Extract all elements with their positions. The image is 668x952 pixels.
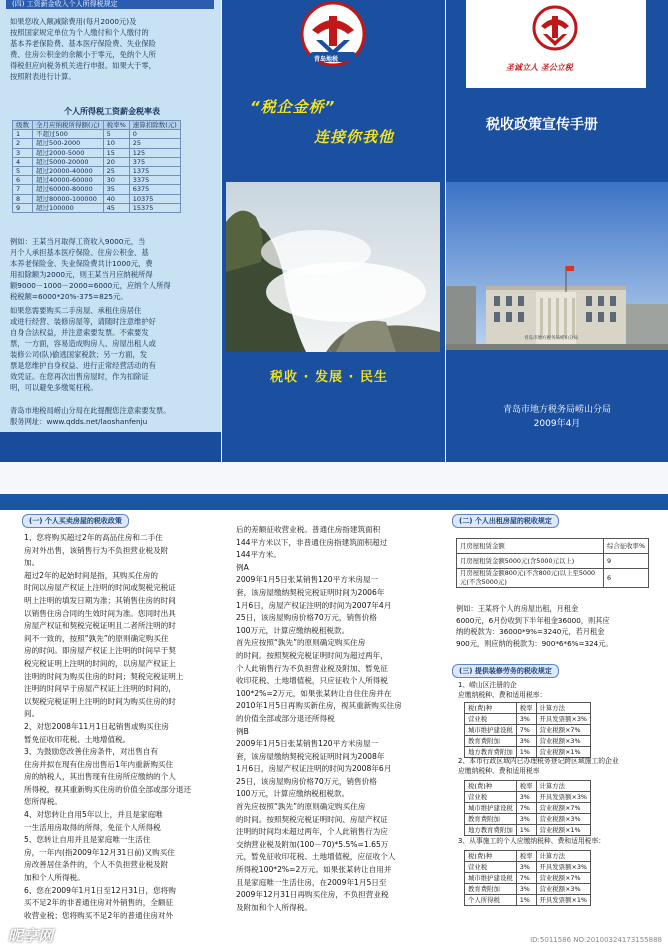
table-cell: 超过40000-60000 bbox=[33, 176, 104, 185]
table-cell: 30 bbox=[103, 176, 129, 185]
table-cell: 1 bbox=[13, 130, 33, 139]
table-row bbox=[13, 130, 181, 139]
table-header-cell: 税(费)种 bbox=[465, 781, 517, 792]
decoration-table-1 bbox=[464, 702, 591, 758]
slogan-line-1: “税企金桥” bbox=[250, 98, 336, 116]
watermark-logo: 昵享网 bbox=[8, 927, 54, 945]
table-cell: 地方教育费附加 bbox=[465, 825, 517, 836]
paragraph-line: 3、为鼓励您改善住房条件，对出售自有 bbox=[24, 747, 158, 757]
table-cell: 超过5000-20000 bbox=[33, 157, 104, 166]
intro-line: 按照附表进行计算。 bbox=[10, 72, 76, 81]
table-cell: 1375 bbox=[129, 166, 180, 175]
section-header-rent: (二) 个人出租房屋的税收规定 bbox=[452, 514, 559, 528]
table-cell: 教育费附加 bbox=[465, 884, 517, 895]
table-row bbox=[13, 185, 181, 194]
example-line: 用扣除额为2000元，则王某当月应纳税所得 bbox=[10, 270, 153, 279]
table-cell: 25 bbox=[129, 139, 180, 148]
intro-line: 按照国家规定单位为个人缴付和个人缴付的 bbox=[10, 28, 149, 37]
paragraph-line: 4、对您转让自用5年以上，并且是家庭唯 bbox=[24, 810, 163, 820]
table-cell: 开具发票额×3% bbox=[536, 714, 590, 725]
table-row bbox=[465, 825, 591, 836]
table-cell: 3% bbox=[516, 792, 536, 803]
paragraph-line: 25日，该房屋购房价格70万元，销售价格 bbox=[236, 776, 377, 786]
paragraph-line: 2009年12月31日再购买住房，不负担营业税 bbox=[236, 890, 389, 900]
intro-line: 费、住房公积金的余额小于零元，免纳个人所 bbox=[10, 50, 156, 59]
advice-line: 装修公司(队)偷逃国家税款；另一方面，发 bbox=[10, 350, 148, 359]
table-cell: 5 bbox=[13, 166, 33, 175]
table-cell: 7% bbox=[516, 725, 536, 736]
table-cell: 超过100000 bbox=[33, 203, 104, 212]
table-header-cell: 税率% bbox=[103, 121, 129, 130]
paragraph-line: 1月6日，房屋产权证注明的时间为2007年4月 bbox=[236, 600, 392, 610]
advice-line: 如果您需要购买二手房屋、承租住房居住 bbox=[10, 306, 142, 315]
watermark-id: ID:5011586 NO:20100324173155888 bbox=[530, 936, 662, 944]
tax-emblem-icon bbox=[529, 4, 581, 52]
item-line: 1、崂山区注册的企 bbox=[458, 681, 517, 689]
table-cell: 10 bbox=[103, 139, 129, 148]
decoration-table-3 bbox=[464, 850, 591, 906]
paragraph-line: 加和个人所得税。 bbox=[24, 873, 85, 883]
paragraph-line: 明上注明的填发日期为准；其销售住房的时间 bbox=[24, 595, 176, 605]
table-row bbox=[13, 139, 181, 148]
table-header-cell: 级数 bbox=[13, 121, 33, 130]
table-cell: 城市维护建设税 bbox=[465, 725, 517, 736]
rent-tax-table bbox=[456, 538, 649, 588]
paragraph-line: 2010年1月5日再购买新住房，视其重新购买住房 bbox=[236, 701, 402, 711]
table-header-cell: 税率 bbox=[516, 781, 536, 792]
paragraph-line: 及附加和个人所得税。 bbox=[236, 902, 312, 912]
table-cell: 个人所得税 bbox=[465, 895, 517, 906]
column-buy-sell bbox=[0, 510, 233, 952]
table-cell: 3375 bbox=[129, 176, 180, 185]
table-row bbox=[457, 554, 649, 569]
mountain-photo bbox=[226, 182, 440, 352]
table-cell: 3% bbox=[516, 862, 536, 873]
table-row bbox=[465, 792, 591, 803]
paragraph-line: 25日，该房屋购房价格70万元，销售价格 bbox=[236, 613, 377, 623]
section-header-buy-sell: (一) 个人买卖房屋的税收政策 bbox=[22, 514, 129, 528]
table-cell: 40 bbox=[103, 194, 129, 203]
table-cell: 3% bbox=[516, 736, 536, 747]
table-header-cell: 计算方法 bbox=[536, 703, 590, 714]
paragraph-line: 的价值全部或部分退还所得税 bbox=[236, 713, 335, 723]
paragraph-line: 间。 bbox=[24, 709, 40, 719]
paragraph-line: 2009年1月5日张某销售120平方米房屋一 bbox=[236, 739, 379, 749]
table-cell: 0 bbox=[129, 130, 180, 139]
top-bar bbox=[0, 494, 668, 510]
paragraph-line: 后的差额征收营业税。普通住房指建筑面积 bbox=[236, 525, 381, 534]
paragraph-line: 100万元，计算应缴纳税租税款。 bbox=[236, 625, 350, 635]
table-cell: 7% bbox=[516, 803, 536, 814]
advice-line: 票，一方面，容易造成购房人、房屋出租人或 bbox=[10, 339, 156, 348]
publish-date: 2009年4月 bbox=[533, 419, 581, 429]
paragraph-line: 房的时间。即房屋产权证上注明的时间早于契 bbox=[24, 646, 176, 656]
table-cell: 20 bbox=[103, 157, 129, 166]
decoration-item-3: 3、从事施工的个人应缴纳税种、费和适用税率： bbox=[458, 837, 606, 845]
example-line: 例如：王某当月取得工资收入9000元，当 bbox=[10, 237, 146, 246]
panel-income-tax bbox=[0, 0, 221, 462]
table-row bbox=[465, 814, 591, 825]
table-header-cell: 综合征收率% bbox=[604, 539, 649, 554]
decoration-table-2 bbox=[464, 780, 591, 836]
table-cell: 3% bbox=[516, 714, 536, 725]
table-cell: 6 bbox=[13, 176, 33, 185]
table-cell: 不超过500 bbox=[33, 130, 104, 139]
table-row bbox=[465, 803, 591, 814]
column-rent-decor bbox=[448, 510, 668, 952]
table-cell: 3% bbox=[516, 884, 536, 895]
column-examples bbox=[236, 510, 438, 952]
bottom-band bbox=[0, 432, 221, 462]
panel-cover-right bbox=[446, 0, 668, 462]
section-tab: (四) 工资薪金收入个人所得税规定 bbox=[6, 0, 214, 9]
paragraph-line: 交纳营业税及附加(100－70)*5.5%=1.65万 bbox=[236, 839, 389, 849]
table-cell: 营业税 bbox=[465, 862, 517, 873]
item-line: 2、本市行政区域内已办理税务登记跨区域施工的企业 bbox=[458, 757, 619, 765]
paragraph-line: 100*2%=2万元，如果张某转让自住住房并在 bbox=[236, 688, 392, 698]
table-cell: 15 bbox=[103, 148, 129, 157]
paragraph-line: 的时间。按照契税完税证明时间、房屋产权证 bbox=[236, 814, 388, 824]
paragraph-line: 144平方米。 bbox=[236, 550, 281, 560]
table-cell: 1% bbox=[516, 825, 536, 836]
table-cell: 超过80000-100000 bbox=[33, 194, 104, 203]
rent-example-line: 纳的税款为：36000*9%=3240元，若月租金 bbox=[456, 627, 605, 636]
paragraph-line: 注明的时间早于房屋产权证上注明的时间的， bbox=[24, 684, 176, 694]
paragraph-line: 6、您在2009年1月1日至12月31日，您将购 bbox=[24, 885, 176, 895]
advice-line: 自身合法权益，并注意索要发票。不索要发 bbox=[10, 328, 149, 337]
paragraph-line: 暂免征收印花税、土地增值税。 bbox=[24, 734, 131, 744]
motto-banner: 税收 · 发展 · 民生 bbox=[270, 370, 388, 385]
paragraph-line: 例A bbox=[236, 562, 249, 572]
example-line: 月个人承担基本医疗保险、住房公积金、基 bbox=[10, 248, 149, 257]
table-row bbox=[465, 725, 591, 736]
table-cell: 开具发票额×3% bbox=[536, 792, 590, 803]
advice-text bbox=[10, 305, 216, 393]
rent-example-text bbox=[456, 603, 664, 649]
rent-example-line: 6000元，6月份收到下半年租金36000，则其应 bbox=[456, 615, 610, 625]
table-cell: 超过60000-80000 bbox=[33, 185, 104, 194]
paragraph-line: 所得税，视其重新购买住房的价值全部或部分退还 bbox=[24, 784, 192, 794]
paragraph-line: 房屋产权证和契税完税证明且二者所注明的时 bbox=[24, 621, 176, 631]
example-text bbox=[10, 236, 216, 302]
table-header-cell: 税(费)种 bbox=[465, 851, 517, 862]
table-cell: 教育费附加 bbox=[465, 814, 517, 825]
intro-line: 如果您收入额减除费用(每月2000元)及 bbox=[10, 17, 137, 26]
table-row bbox=[465, 714, 591, 725]
decoration-item-2 bbox=[458, 756, 619, 776]
paragraph-line: 1、您将购买超过2年的高品住房和二手住 bbox=[24, 533, 163, 542]
table-header-row bbox=[457, 539, 649, 554]
table-row bbox=[13, 166, 181, 175]
table-cell: 35 bbox=[103, 185, 129, 194]
table-cell: 营业税 bbox=[465, 714, 517, 725]
table-cell: 45 bbox=[103, 203, 129, 212]
paragraph-line: 首先应按照“孰先”的原则确定购买住房 bbox=[236, 802, 366, 812]
advice-line: 或进行经营、装修房屋等，请随时注意维护好 bbox=[10, 317, 156, 326]
paragraph-line: 房对外出售，该销售行为不负担营业税及附 bbox=[24, 545, 169, 555]
table-cell: 城市维护建设税 bbox=[465, 873, 517, 884]
tax-rate-table bbox=[12, 120, 181, 213]
paragraph-line: 100万元，计算应缴纳税租税款。 bbox=[236, 789, 350, 799]
table-cell: 4 bbox=[13, 157, 33, 166]
table-row bbox=[13, 148, 181, 157]
table-cell: 营业税额×7% bbox=[536, 803, 590, 814]
table-header-cell: 税率 bbox=[516, 851, 536, 862]
table-row bbox=[13, 176, 181, 185]
table-cell: 营业税 bbox=[465, 792, 517, 803]
logo-text: 青岛地税 bbox=[314, 56, 339, 63]
table-cell: 月房屋租赁金额800元(不含800元)以上至5000元(不含5000元) bbox=[457, 569, 604, 588]
table-cell: 营业税额×7% bbox=[536, 873, 590, 884]
item-line: 应缴纳税种、费和适用税率： bbox=[458, 691, 547, 699]
paragraph-line: 您所得税。 bbox=[24, 797, 62, 807]
table-cell: 5 bbox=[103, 130, 129, 139]
table-cell: 8 bbox=[13, 194, 33, 203]
paragraph-line: 注明的时间均未超过两年，个人此销售行为应 bbox=[236, 827, 388, 837]
building-sign: 青岛市地方税务局崂山分局 bbox=[524, 336, 578, 341]
rent-example-line: 例如：王某将个人的房屋出租，月租金 bbox=[456, 604, 579, 613]
paragraph-line: 套，该房屋缴纳契税完税证明时间为2006年 bbox=[236, 587, 385, 597]
table-cell: 营业税额×1% bbox=[536, 825, 590, 836]
table-row bbox=[465, 895, 591, 906]
panel-cover-middle bbox=[222, 0, 445, 462]
rent-example-line: 900元，则应纳的税款为：900*6*6%=324元。 bbox=[456, 638, 613, 648]
paragraph-line: 收印花税、土地增值税，只应征收个人所得税 bbox=[236, 676, 388, 686]
table-cell: 3% bbox=[516, 814, 536, 825]
paragraph-line: 例B bbox=[236, 726, 249, 736]
organization-name: 青岛市地方税务局崂山分局 bbox=[502, 405, 611, 415]
table-cell: 1% bbox=[516, 747, 536, 758]
table-cell: 超过500-2000 bbox=[33, 139, 104, 148]
table-cell: 开具发票额×3% bbox=[536, 862, 590, 873]
table-cell: 15375 bbox=[129, 203, 180, 212]
table-cell: 地方教育费附加 bbox=[465, 747, 517, 758]
table-row bbox=[13, 203, 181, 212]
intro-line: 基本养老保险费、基本医疗保险费、失业保险 bbox=[10, 39, 156, 48]
brochure-inside bbox=[0, 494, 668, 952]
paragraph-line: 买不足2年的非普通住房对外销售的，全额征 bbox=[24, 898, 174, 908]
advice-line: 明，可以避免多缴冤枉税。 bbox=[10, 383, 98, 392]
table-cell: 超过20000-40000 bbox=[33, 166, 104, 175]
paragraph-line: 房的纳税人，其出售现有住房所应缴纳的个人 bbox=[24, 772, 176, 782]
table-header-cell: 月房屋租赁金额 bbox=[457, 539, 604, 554]
paragraph-line: 以销售住房合同的生效时间为准。您同时出具 bbox=[24, 608, 176, 618]
examples-text bbox=[236, 524, 436, 914]
table-header-row bbox=[465, 703, 591, 714]
paragraph-line: 套，该房屋缴纳契税完税证明时间为2008年 bbox=[236, 751, 385, 761]
paragraph-line: 收营业税；您将购买不足2年的普通住房对外 bbox=[24, 910, 174, 920]
table-cell: 9 bbox=[604, 554, 649, 569]
paragraph-line: 以契税完税证明上注明的时间为购买住房的时 bbox=[24, 696, 176, 706]
table-cell: 7% bbox=[516, 873, 536, 884]
building-photo bbox=[446, 182, 668, 350]
table-cell: 6375 bbox=[129, 185, 180, 194]
decoration-item-1 bbox=[458, 680, 546, 700]
table-cell: 营业税额×3% bbox=[536, 814, 590, 825]
footer-note: 青岛市地税局崂山分局在此提醒您注意索要发票。 bbox=[10, 406, 171, 415]
table-cell: 营业税额×3% bbox=[536, 884, 590, 895]
table-cell: 25 bbox=[103, 166, 129, 175]
intro-line: 得税但应向税务机关进行申报。如果大于零， bbox=[10, 61, 156, 70]
item-line: 应缴纳税种、费和适用税率 bbox=[458, 767, 540, 775]
table-row bbox=[465, 862, 591, 873]
table-cell: 3 bbox=[13, 148, 33, 157]
advice-line: 票是您维护自身权益、进行正常经营活动的有 bbox=[10, 361, 156, 370]
table-cell: 营业税额×1% bbox=[536, 747, 590, 758]
table-title: 个人所得税工资薪金税率表 bbox=[64, 107, 160, 116]
table-cell: 7 bbox=[13, 185, 33, 194]
table-cell: 125 bbox=[129, 148, 180, 157]
paragraph-line: 1月6日，房屋产权证注明的时间为2008年6月 bbox=[236, 764, 392, 774]
table-row bbox=[13, 194, 181, 203]
paragraph-line: 且是家庭唯一生活住房，在2009年1月5日至 bbox=[236, 877, 387, 887]
paragraph-line: 所得税100*2%=2万元。如果张某转让自用并 bbox=[236, 865, 392, 875]
table-row bbox=[457, 569, 649, 588]
brochure-title: 税收政策宣传手册 bbox=[486, 117, 598, 133]
page-gap bbox=[0, 462, 668, 494]
table-cell: 超过2000-5000 bbox=[33, 148, 104, 157]
table-cell: 375 bbox=[129, 157, 180, 166]
table-header-cell: 计算方法 bbox=[536, 781, 590, 792]
section-header-decoration: (三) 提供装修劳务的税收规定 bbox=[452, 664, 559, 678]
table-row bbox=[13, 157, 181, 166]
table-row bbox=[465, 736, 591, 747]
table-cell: 城市维护建设税 bbox=[465, 803, 517, 814]
paragraph-line: 超过2年的起始时间是指，其购买住房的 bbox=[24, 570, 158, 580]
paragraph-line: 5、您转让自用并且是家庭唯一生活住 bbox=[24, 835, 151, 845]
paragraph-line: 间不一致的，按照“孰先”的原则确定购买住 bbox=[24, 633, 169, 643]
table-row bbox=[465, 884, 591, 895]
table-cell: 2 bbox=[13, 139, 33, 148]
example-line: 税税额=6000*20%-375=825元。 bbox=[10, 292, 128, 301]
organization-motto: 圣诚立人 圣公立税 bbox=[506, 63, 573, 72]
paragraph-line: 房改善居住条件的，个人不负担营业税及附 bbox=[24, 860, 169, 870]
table-header-cell: 税率 bbox=[516, 703, 536, 714]
table-cell: 9 bbox=[13, 203, 33, 212]
table-header-row bbox=[465, 851, 591, 862]
table-header-cell: 税(费)种 bbox=[465, 703, 517, 714]
table-cell: 教育费附加 bbox=[465, 736, 517, 747]
example-line: 本养老保险金、失业保险费共计1000元，费 bbox=[10, 259, 153, 268]
table-cell: 开具发票额×1% bbox=[536, 895, 590, 906]
buy-sell-text bbox=[24, 532, 229, 922]
paragraph-line: 2009年1月5日张某销售120平方米房屋一 bbox=[236, 575, 379, 585]
paragraph-line: 2、对您2008年11月1日起销售或购买住房 bbox=[24, 721, 169, 731]
table-cell: 月房屋租赁金额5000元(含5000元以上) bbox=[457, 554, 604, 569]
table-header-cell: 计算方法 bbox=[536, 851, 590, 862]
paragraph-line: 时间以房屋产权证上注明的时间或契税完税证 bbox=[24, 583, 176, 593]
paragraph-line: 一生活用房取得的所得，免征个人所得税 bbox=[24, 822, 161, 832]
table-cell: 营业税额×7% bbox=[536, 725, 590, 736]
table-header-row bbox=[13, 121, 181, 130]
table-header-cell: 速算扣除数(元) bbox=[129, 121, 180, 130]
table-header-row bbox=[465, 781, 591, 792]
paragraph-line: 房，一年内(指2009年12月31日前)又购买住 bbox=[24, 847, 175, 857]
table-header-cell: 全月应纳税所得额(元) bbox=[33, 121, 104, 130]
brochure-front bbox=[0, 0, 668, 462]
paragraph-line: 注明的时间为购买住房的时间；契税完税证明上 bbox=[24, 671, 184, 681]
table-cell: 10375 bbox=[129, 194, 180, 203]
intro-text bbox=[10, 16, 216, 82]
advice-line: 效凭证。在您再次出售房屋时，作为扣除证 bbox=[10, 372, 149, 381]
paragraph-line: 加。 bbox=[24, 558, 40, 568]
paragraph-line: 的时间。按照契税完税证明时间为超过两年， bbox=[236, 650, 388, 660]
paragraph-line: 144平方米以下，非普通住房指建筑面积超过 bbox=[236, 537, 388, 547]
slogan-line-2: 连接你我他 bbox=[314, 128, 395, 146]
paragraph-line: 首先应按照“孰先”的原则确定购买住房 bbox=[236, 638, 366, 648]
paragraph-line: 住房并拟在现有住房出售后1年内重新购买住 bbox=[24, 759, 174, 769]
paragraph-line: 税完税证明上注明的时间的，以房屋产权证上 bbox=[24, 658, 176, 668]
paragraph-line: 元，暂免征收印花税、土地增值税，应征收个人 bbox=[236, 852, 396, 862]
table-cell: 营业税额×3% bbox=[536, 736, 590, 747]
table-cell: 1% bbox=[516, 895, 536, 906]
table-cell: 6 bbox=[604, 569, 649, 588]
table-row bbox=[465, 873, 591, 884]
paragraph-line: 个人此销售行为不负担营业税及附加、暂免征 bbox=[236, 663, 388, 673]
example-line: 额9000－1000－2000=6000元，应纳个人所得 bbox=[10, 281, 171, 290]
service-url[interactable]: 服务网址：www.qdds.net/laoshanfenju bbox=[10, 417, 148, 426]
